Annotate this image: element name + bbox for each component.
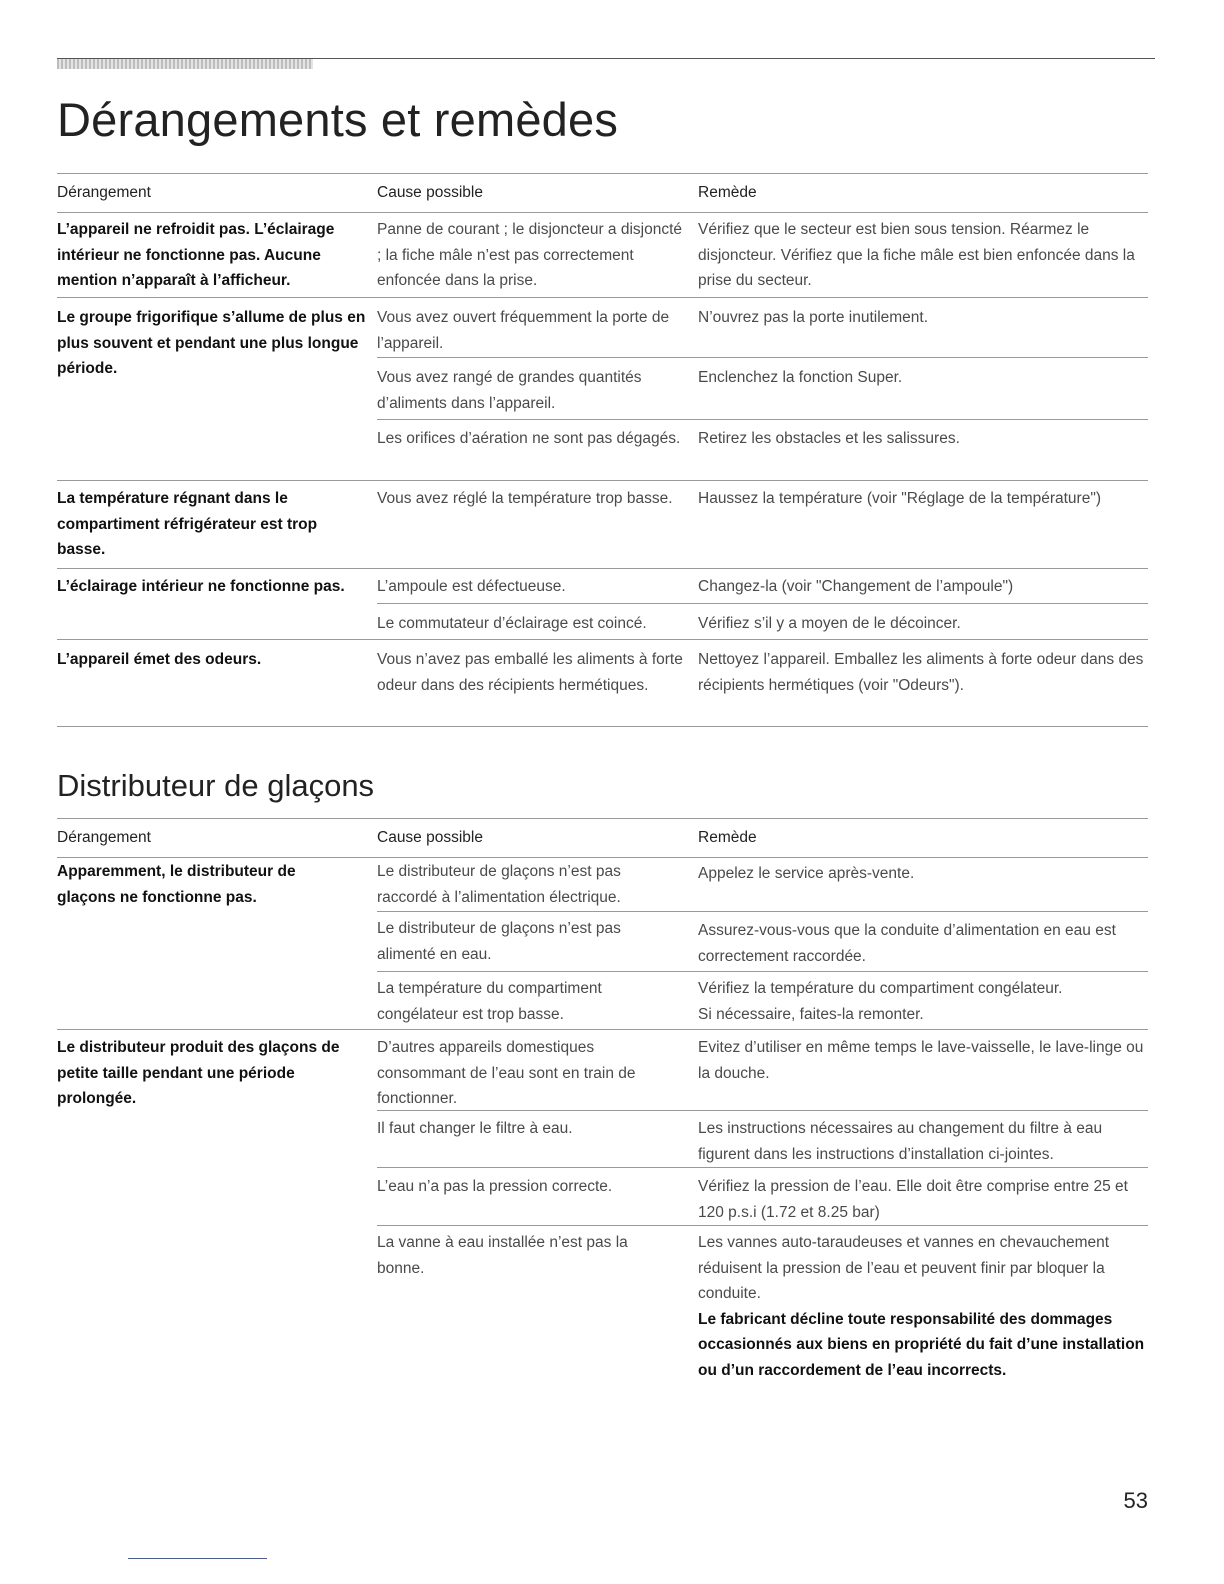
remedy-line: Les vannes auto-taraudeuses et vannes en chevauchement réduisent la pression de l’eau et peuvent finir par bloquer la conduite.: [698, 1234, 1110, 1302]
cause-cell: Le distributeur de glaçons n’est pas raccordé à l’alimentation électrique.: [377, 863, 621, 906]
sub-divider: [377, 971, 1148, 972]
remedy-cell: [698, 1230, 1148, 1383]
cause-cell: La température du compartiment congélateur est trop basse.: [377, 980, 602, 1023]
problem-cell: Le groupe frigorifique s’allume de plus en plus souvent et pendant une plus longue période.: [57, 309, 366, 377]
remedy-cell: Evitez d’utiliser en même temps le lave-vaisselle, le lave-linge ou la douche.: [698, 1039, 1144, 1082]
cause-cell: Panne de courant ; le disjoncteur a disjoncté ; la fiche mâle n’est pas correctement enfoncée dans la prise.: [377, 221, 683, 289]
problem-cell: Le distributeur produit des glaçons de petite taille pendant une période prolongée.: [57, 1039, 340, 1107]
header-cause: Cause possible: [377, 829, 483, 846]
remedy-cell: Haussez la température (voir "Réglage de la température"): [698, 490, 1101, 507]
header-remede: Remède: [698, 184, 757, 201]
remedy-line: Si nécessaire, faites-la remonter.: [698, 1005, 924, 1023]
remedy-cell: Assurez-vous-vous que la conduite d’alimentation en eau est correctement raccordée.: [698, 922, 1116, 965]
remedy-cell: Retirez les obstacles et les salissures.: [698, 430, 960, 447]
cause-cell: D’autres appareils domestiques consommant de l’eau sont en train de fonctionner.: [377, 1039, 636, 1107]
footer-line: [128, 1558, 267, 1559]
section-title: Distributeur de glaçons: [57, 768, 375, 803]
header-derangement: Dérangement: [57, 829, 151, 846]
remedy-cell: Nettoyez l’appareil. Emballez les aliments à forte odeur dans des récipients hermétiques (voir "Odeurs").: [698, 651, 1144, 694]
cause-cell: L’eau n’a pas la pression correcte.: [377, 1178, 613, 1195]
cause-cell: Les orifices d’aération ne sont pas dégagés.: [377, 430, 681, 447]
problem-cell: La température régnant dans le compartiment réfrigérateur est trop basse.: [57, 490, 318, 558]
row-divider: [57, 726, 1148, 727]
cause-cell: L’ampoule est défectueuse.: [377, 578, 566, 595]
cause-cell: Vous avez ouvert fréquemment la porte de l’appareil.: [377, 309, 670, 352]
header-derangement: Dérangement: [57, 184, 151, 201]
remedy-cell: Appelez le service après-vente.: [698, 865, 915, 882]
cause-cell: Vous avez réglé la température trop basse.: [377, 490, 673, 507]
cause-cell: Vous avez rangé de grandes quantités d’aliments dans l’appareil.: [377, 369, 642, 412]
row-divider: [57, 568, 1148, 569]
header-cause: Cause possible: [377, 184, 483, 201]
cause-cell: Le commutateur d’éclairage est coincé.: [377, 615, 647, 632]
table-header: [57, 173, 1148, 213]
sub-divider: [377, 419, 1148, 420]
remedy-cell: Vérifiez que le secteur est bien sous tension. Réarmez le disjoncteur. Vérifiez que la fiche mâle est bien enfoncée dans la prise du secteur.: [698, 221, 1135, 289]
cause-cell: La vanne à eau installée n’est pas la bonne.: [377, 1234, 628, 1277]
page-number: 53: [1123, 1488, 1148, 1513]
problem-cell: Apparemment, le distributeur de glaçons ne fonctionne pas.: [57, 863, 296, 906]
remedy-cell: Enclenchez la fonction Super.: [698, 369, 903, 386]
sub-divider: [377, 1167, 1148, 1168]
remedy-cell: Les instructions nécessaires au changement du filtre à eau figurent dans les instructions d’installation ci-jointes.: [698, 1120, 1103, 1163]
cause-cell: Il faut changer le filtre à eau.: [377, 1120, 573, 1137]
row-divider: [57, 639, 1148, 640]
sub-divider: [377, 603, 1148, 604]
sub-divider: [377, 1110, 1148, 1111]
cause-cell: Le distributeur de glaçons n’est pas alimenté en eau.: [377, 920, 621, 963]
row-divider: [57, 297, 1148, 298]
remedy-cell: Changez-la (voir "Changement de l’ampoule"): [698, 578, 1014, 595]
remedy-cell: [698, 976, 1148, 1027]
table-header: [57, 818, 1148, 858]
page-title: Dérangements et remèdes: [57, 93, 619, 146]
header-band: [57, 59, 313, 69]
problem-cell: L’appareil ne refroidit pas. L’éclairage intérieur ne fonctionne pas. Aucune mention n’apparaît à l’afficheur.: [57, 221, 335, 289]
remedy-line: Vérifiez la température du compartiment congélateur.: [698, 980, 1063, 997]
sub-divider: [377, 911, 1148, 912]
remedy-cell: N’ouvrez pas la porte inutilement.: [698, 309, 929, 326]
remedy-cell: Vérifiez s’il y a moyen de le décoincer.: [698, 615, 961, 632]
row-divider: [57, 1029, 1148, 1030]
troubleshooting-table: [57, 173, 1148, 728]
problem-cell: L’appareil émet des odeurs.: [57, 651, 262, 668]
cause-cell: Vous n’avez pas emballé les aliments à forte odeur dans des récipients hermétiques.: [377, 651, 683, 694]
ice-dispenser-table: [57, 818, 1148, 1388]
remedy-cell: Vérifiez la pression de l’eau. Elle doit être comprise entre 25 et 120 p.s.i (1.72 et 8.25 bar): [698, 1178, 1128, 1221]
sub-divider: [377, 357, 1148, 358]
problem-cell: L’éclairage intérieur ne fonctionne pas.: [57, 578, 345, 595]
sub-divider: [377, 1225, 1148, 1226]
header-remede: Remède: [698, 829, 757, 846]
liability-note: Le fabricant décline toute responsabilité des dommages occasionnés aux biens en propriété du fait d’une installation ou d’un raccordement de l’eau incorrects.: [698, 1310, 1145, 1379]
row-divider: [57, 480, 1148, 481]
